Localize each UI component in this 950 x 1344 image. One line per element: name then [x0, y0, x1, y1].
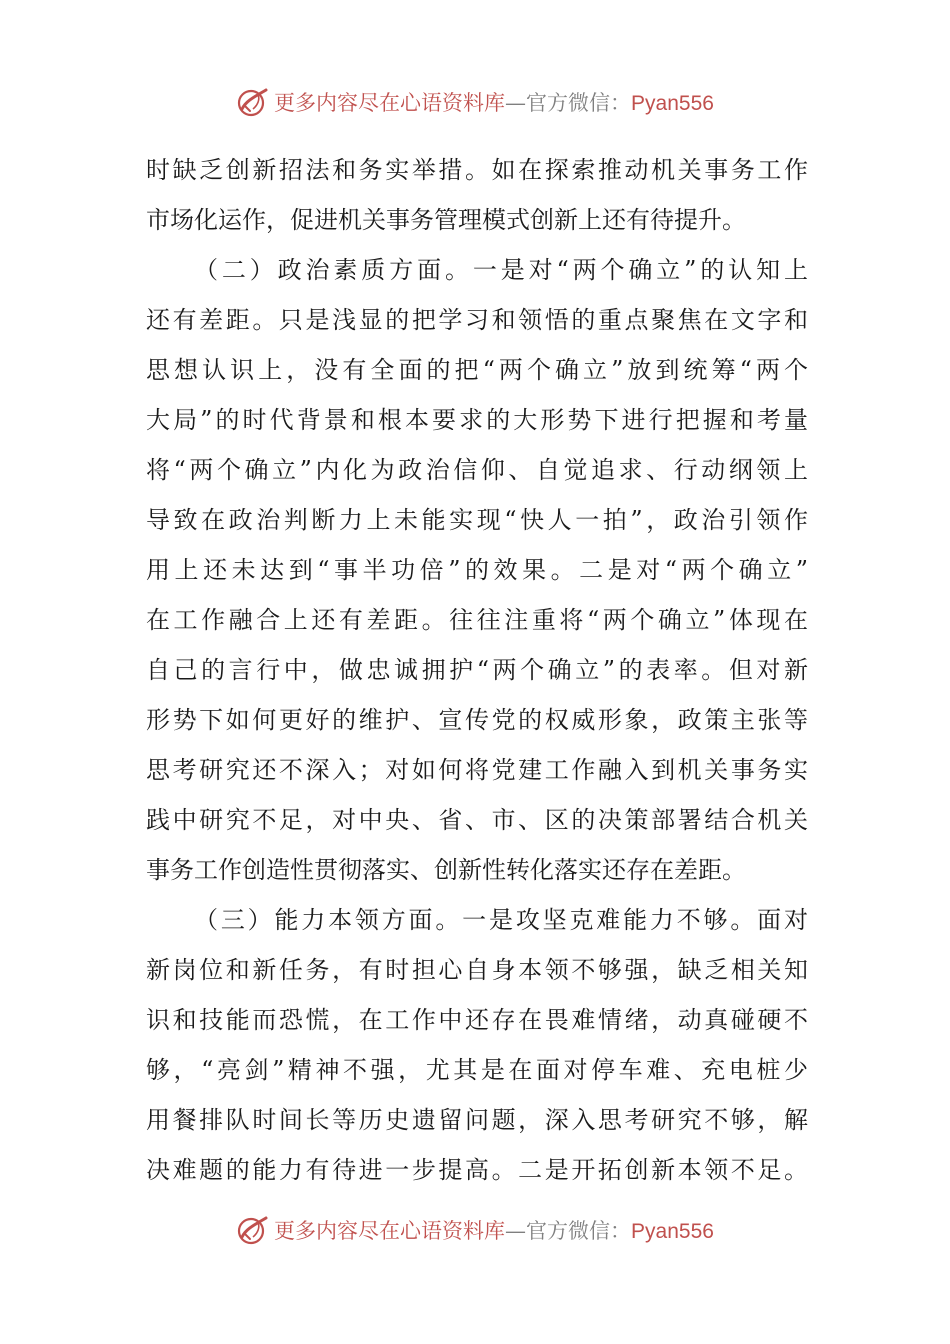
header-dash: —	[505, 91, 527, 115]
text-line: 形势下如何更好的维护、宣传党的权威形象，政策主张等	[146, 706, 808, 734]
text-line: 大局”的时代背景和根本要求的大形势下进行把握和考量	[146, 406, 808, 434]
text-line: （二）政治素质方面。一是对“两个确立”的认知上	[194, 256, 808, 284]
text-line: 思考研究还不深入；对如何将党建工作融入到机关事务实	[146, 756, 808, 784]
text-line: 将“两个确立”内化为政治信仰、自觉追求、行动纲领上	[146, 456, 808, 484]
text-line: 用上还未达到“事半功倍”的效果。二是对“两个确立”	[146, 556, 808, 584]
footer-text	[274, 1215, 714, 1245]
text-line: 时缺乏创新招法和务实举措。如在探索推动机关事务工作	[146, 156, 808, 184]
header-label: 官方微信：	[526, 91, 632, 115]
footer-label: 官方微信：	[526, 1219, 632, 1243]
text-line: 市场化运作，促进机关事务管理模式创新上还有待提升。	[146, 206, 746, 234]
header-wechat-id: Pyan556	[631, 92, 714, 115]
text-line: 践中研究不足，对中央、省、市、区的决策部署结合机关	[146, 806, 808, 834]
text-line: 用餐排队时间长等历史遗留问题，深入思考研究不够，解	[146, 1106, 808, 1134]
text-line: 还有差距。只是浅显的把学习和领悟的重点聚焦在文字和	[146, 306, 808, 334]
text-line: 够，“亮剑”精神不强，尤其是在面对停车难、充电桩少	[146, 1056, 808, 1084]
text-line: 新岗位和新任务，有时担心自身本领不够强，缺乏相关知	[146, 956, 808, 984]
header-banner	[0, 80, 950, 124]
footer-site: 更多内容尽在心语资料库	[274, 1219, 506, 1243]
footer-dash: —	[505, 1219, 527, 1243]
header-site: 更多内容尽在心语资料库	[274, 91, 506, 115]
text-line: 决难题的能力有待进一步提高。二是开拓创新本领不足。	[146, 1156, 808, 1184]
document-body	[146, 145, 808, 1195]
text-line: 自己的言行中，做忠诚拥护“两个确立”的表率。但对新	[146, 656, 808, 684]
text-line: 事务工作创造性贯彻落实、创新性转化落实还存在差距。	[146, 856, 746, 884]
footer-banner	[0, 1208, 950, 1252]
text-line: 识和技能而恐慌，在工作中还存在畏难情绪，动真碰硬不	[146, 1006, 808, 1034]
text-line: 思想认识上，没有全面的把“两个确立”放到统筹“两个	[146, 356, 808, 384]
text-line: （三）能力本领方面。一是攻坚克难能力不够。面对	[194, 906, 808, 934]
header-text	[274, 87, 714, 117]
pen-logo-icon	[236, 85, 270, 119]
text-line: 在工作融合上还有差距。往往注重将“两个确立”体现在	[146, 606, 808, 634]
pen-logo-icon	[236, 1213, 270, 1247]
footer-wechat-id: Pyan556	[631, 1220, 714, 1243]
text-line: 导致在政治判断力上未能实现“快人一拍”，政治引领作	[146, 506, 808, 534]
